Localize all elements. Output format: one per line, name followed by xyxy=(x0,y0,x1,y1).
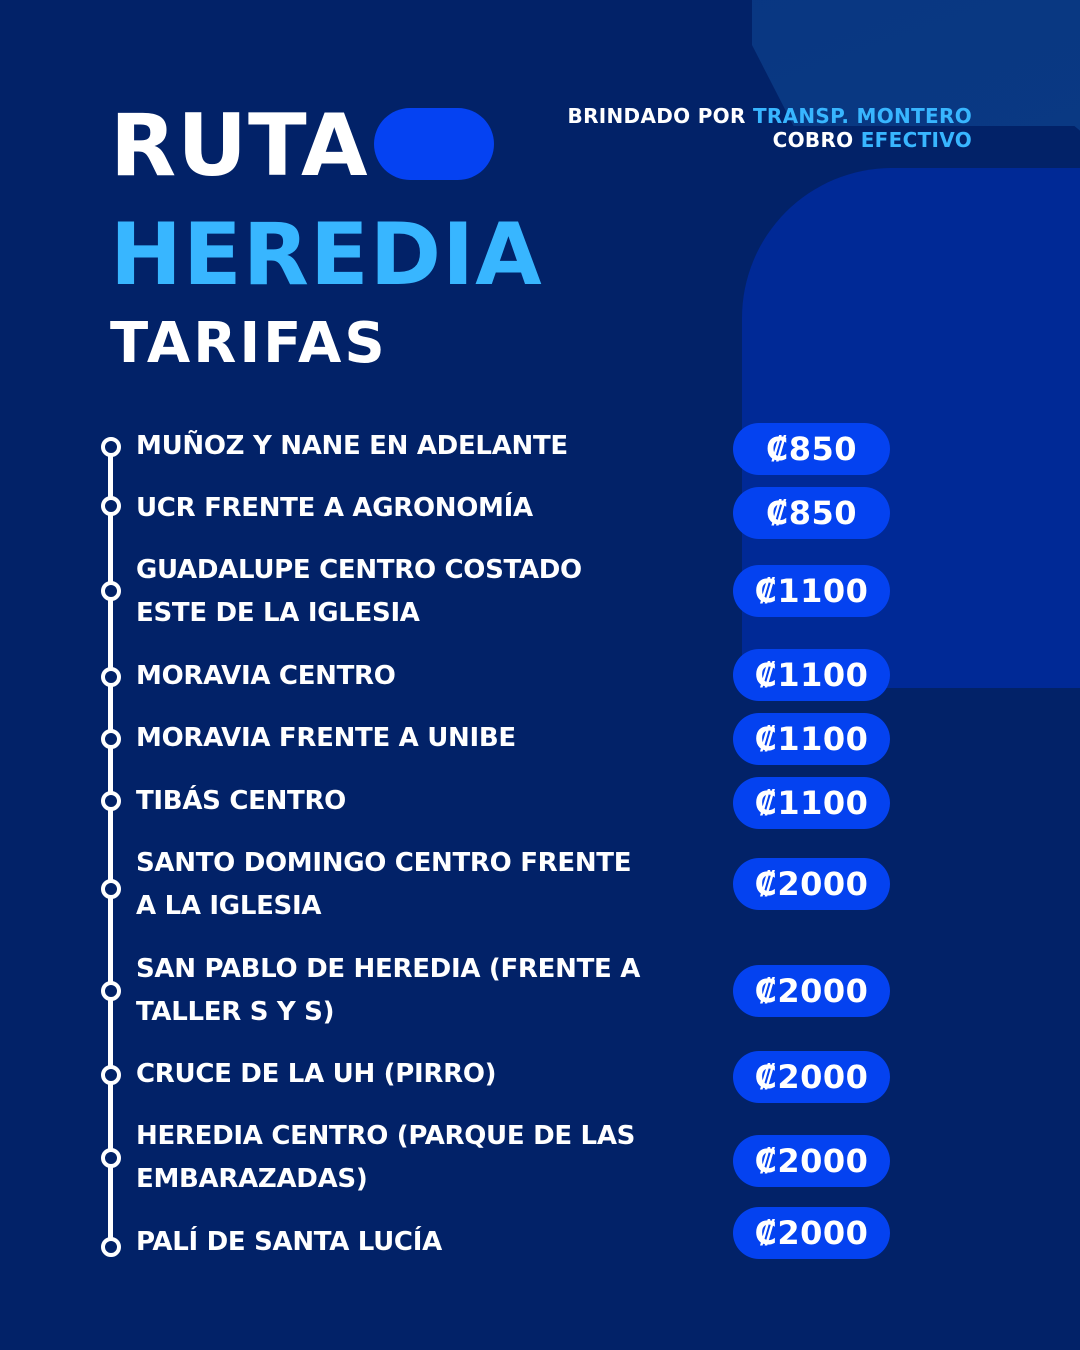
stop-price-badge: ₡1100 xyxy=(733,713,890,765)
stop-name: GUADALUPE CENTRO COSTADO ESTE DE LA IGLESIA xyxy=(136,555,582,628)
stop-name: MORAVIA CENTRO xyxy=(136,661,396,691)
title-tarifas: TARIFAS xyxy=(110,311,388,376)
stop-name: TIBÁS CENTRO xyxy=(136,786,346,816)
stop-marker-icon xyxy=(101,1148,121,1168)
stop-marker-icon xyxy=(101,729,121,749)
route-timeline-line xyxy=(108,447,113,1247)
provider-name: TRANSP. MONTERO xyxy=(752,104,972,128)
stop-name: MUÑOZ Y NANE EN ADELANTE xyxy=(136,431,568,461)
stop-price-badge: ₡2000 xyxy=(733,965,890,1017)
stop-name: MORAVIA FRENTE A UNIBE xyxy=(136,723,516,753)
provided-by-label: BRINDADO POR xyxy=(567,104,746,128)
stop-price-badge: ₡1100 xyxy=(733,649,890,701)
title-heredia: HEREDIA xyxy=(110,205,543,305)
stop-marker-icon xyxy=(101,581,121,601)
stop-marker-icon xyxy=(101,1065,121,1085)
payment-label: COBRO xyxy=(772,128,854,152)
stop-marker-icon xyxy=(101,667,121,687)
stop-marker-icon xyxy=(101,981,121,1001)
title-ruta: RUTA xyxy=(110,96,369,196)
decorative-pill xyxy=(374,108,494,180)
stop-price-badge: ₡850 xyxy=(733,487,890,539)
stop-price-badge: ₡1100 xyxy=(733,565,890,617)
stop-price-badge: ₡2000 xyxy=(733,1135,890,1187)
stop-name: SANTO DOMINGO CENTRO FRENTE A LA IGLESIA xyxy=(136,848,632,921)
byline xyxy=(568,104,972,152)
byline-provider-line xyxy=(568,104,972,128)
stop-price-badge: ₡1100 xyxy=(733,777,890,829)
payment-method: EFECTIVO xyxy=(860,128,972,152)
stop-name: UCR FRENTE A AGRONOMÍA xyxy=(136,493,533,523)
stop-price-badge: ₡2000 xyxy=(733,858,890,910)
byline-payment-line xyxy=(568,128,972,152)
stop-marker-icon xyxy=(101,879,121,899)
stop-price-badge: ₡2000 xyxy=(733,1051,890,1103)
stop-price-badge: ₡2000 xyxy=(733,1207,890,1259)
stop-name: PALÍ DE SANTA LUCÍA xyxy=(136,1227,442,1257)
stop-marker-icon xyxy=(101,437,121,457)
stop-marker-icon xyxy=(101,1237,121,1257)
stop-name: HEREDIA CENTRO (PARQUE DE LAS EMBARAZADAS) xyxy=(136,1121,636,1194)
stop-marker-icon xyxy=(101,496,121,516)
stop-price-badge: ₡850 xyxy=(733,423,890,475)
stop-marker-icon xyxy=(101,791,121,811)
stop-name: SAN PABLO DE HEREDIA (FRENTE A TALLER S Y S) xyxy=(136,954,641,1027)
stop-name: CRUCE DE LA UH (PIRRO) xyxy=(136,1059,497,1089)
